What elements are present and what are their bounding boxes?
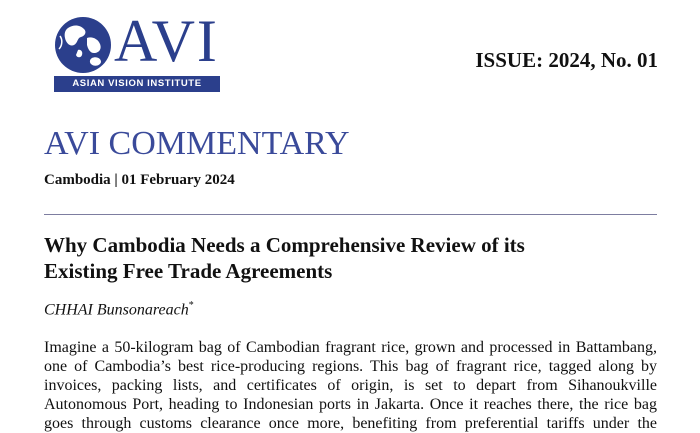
document-type: AVI COMMENTARY (44, 125, 350, 162)
issue-number: ISSUE: 2024, No. 01 (475, 48, 658, 72)
author-name: CHHAI Bunsonareach (44, 301, 189, 319)
body-line: Imagine a 50-kilogram bag of Cambodian fragrant rice, grown and processed in Battambang, (44, 339, 657, 356)
author-footnote-mark: * (188, 300, 194, 311)
author (44, 300, 194, 319)
globe-icon (54, 16, 112, 74)
logo-wordmark: AVI (114, 8, 219, 74)
body-paragraph (44, 338, 657, 433)
body-line: one of Cambodia’s best rice-producing regions. This bag of fragrant rice, tagged along by (44, 358, 657, 375)
avi-logo (54, 8, 224, 94)
body-line: invoices, packing lists, and certificates of origin, is set to depart from Sihanoukville (44, 377, 657, 394)
dateline: Cambodia | 01 February 2024 (44, 172, 235, 188)
article-title-line-2: Existing Free Trade Agreements (44, 259, 333, 283)
divider (44, 214, 657, 215)
body-line: goes through customs clearance once more, benefiting from preferential tariffs under the (44, 415, 657, 432)
article-title (44, 232, 657, 284)
body-line: Autonomous Port, heading to Indonesian ports in Jakarta. Once it reaches there, the rice bag (44, 396, 657, 413)
logo-tagline: ASIAN VISION INSTITUTE (54, 76, 220, 92)
article-title-line-1: Why Cambodia Needs a Comprehensive Review of its (44, 233, 525, 257)
